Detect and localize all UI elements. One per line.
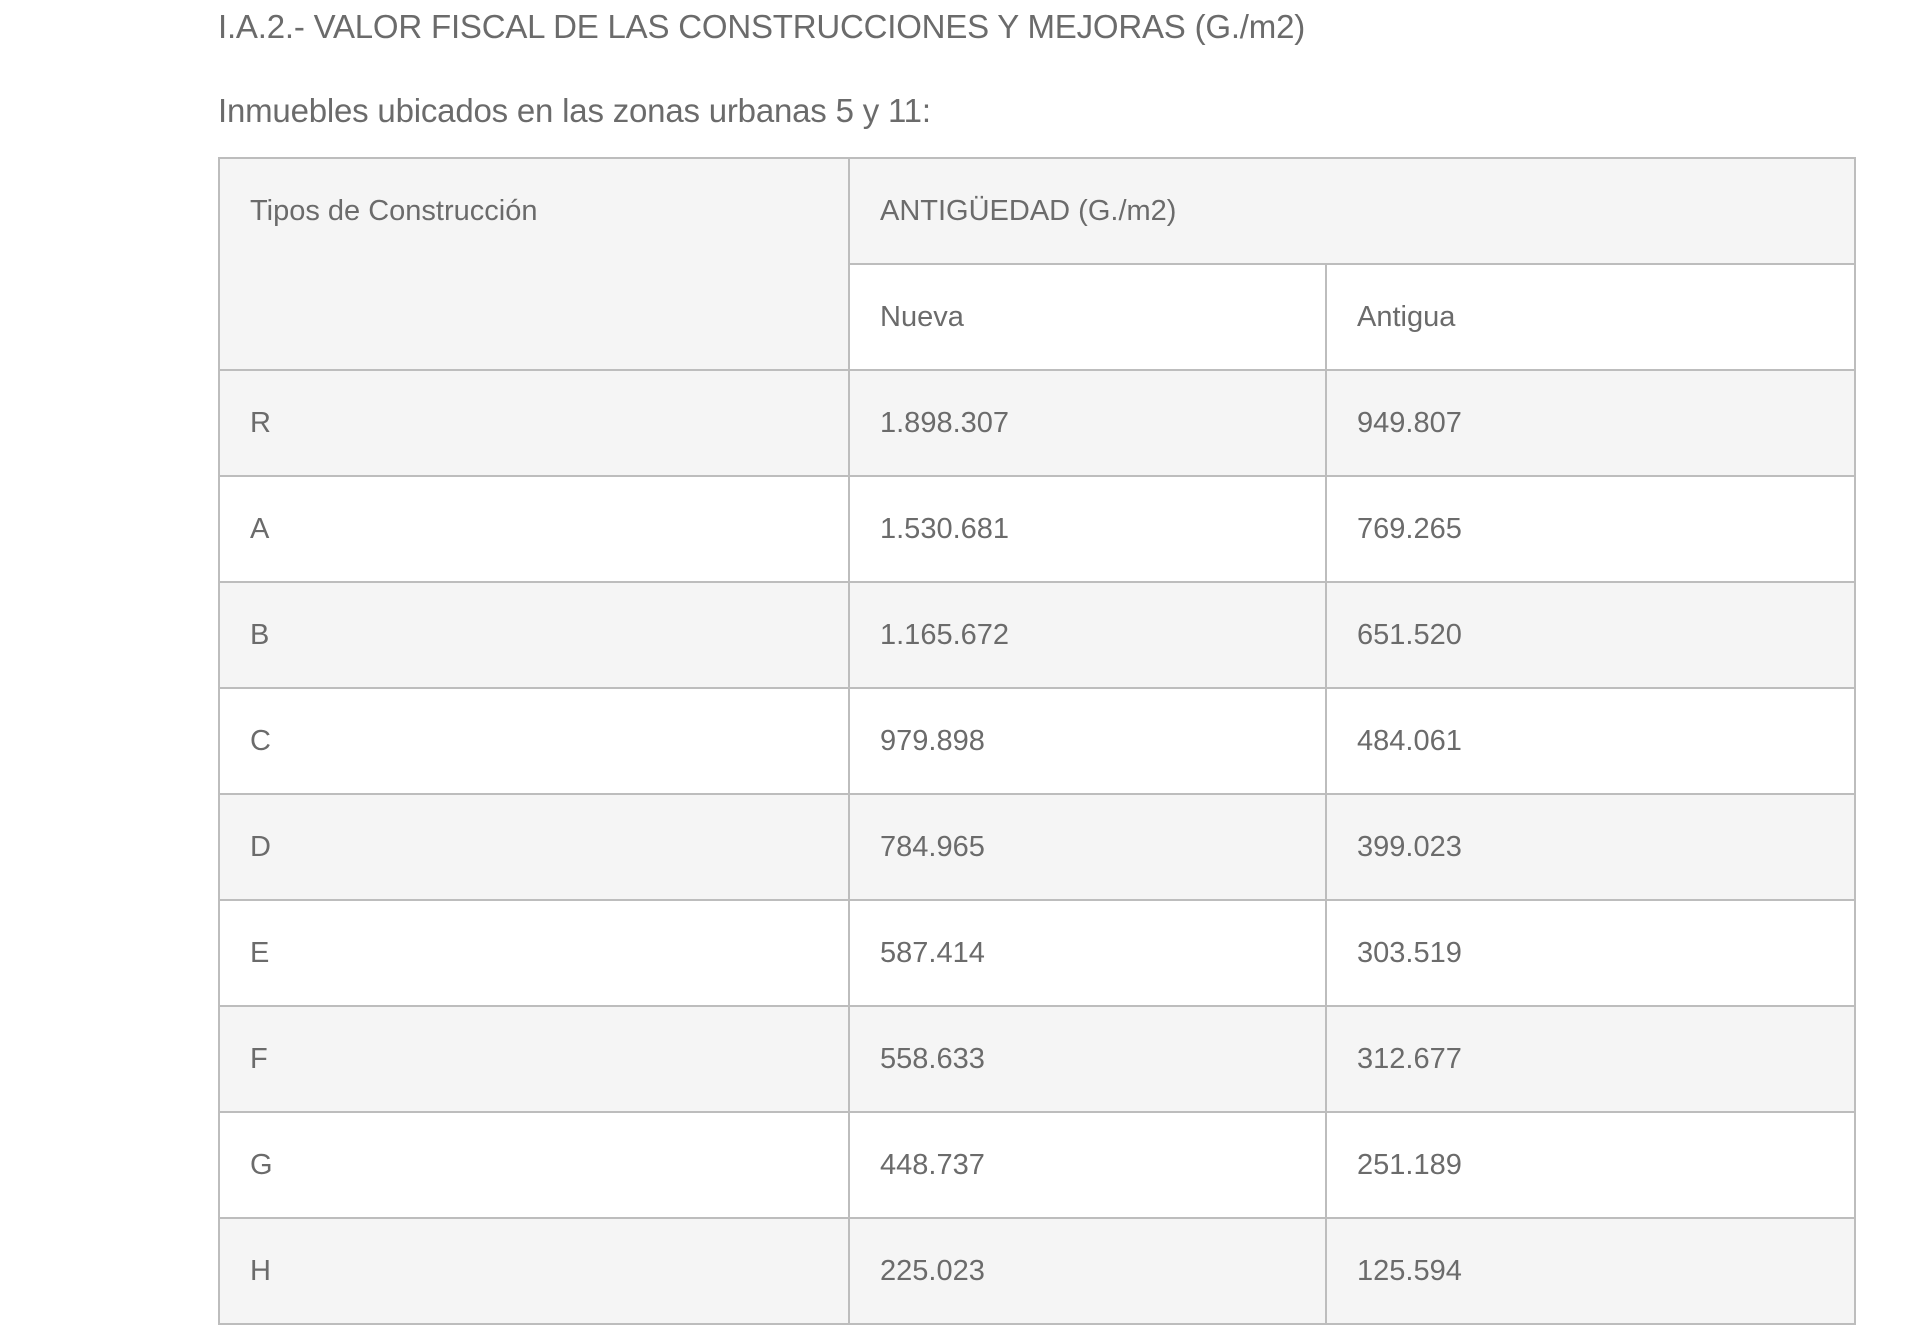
table-header [219, 158, 1855, 370]
cell-type: C [219, 688, 849, 794]
cell-type: F [219, 1006, 849, 1112]
cell-nueva: 587.414 [849, 900, 1326, 1006]
section-heading: I.A.2.- VALOR FISCAL DE LAS CONSTRUCCIONES Y MEJORAS (G./m2) [218, 8, 1306, 45]
cell-nueva: 1.530.681 [849, 476, 1326, 582]
cell-antigua: 769.265 [1326, 476, 1855, 582]
table-row [219, 1112, 1855, 1218]
table-row [219, 582, 1855, 688]
section-subheading: Inmuebles ubicados en las zonas urbanas 5 y 11: [218, 92, 931, 129]
cell-antigua: 251.189 [1326, 1112, 1855, 1218]
cell-nueva: 558.633 [849, 1006, 1326, 1112]
fiscal-value-table [218, 157, 1856, 1325]
cell-nueva: 225.023 [849, 1218, 1326, 1324]
cell-type: E [219, 900, 849, 1006]
cell-antigua: 651.520 [1326, 582, 1855, 688]
cell-nueva: 1.898.307 [849, 370, 1326, 476]
table-row [219, 1218, 1855, 1324]
header-antiguedad: ANTIGÜEDAD (G./m2) [849, 158, 1855, 264]
table-row [219, 794, 1855, 900]
cell-antigua: 125.594 [1326, 1218, 1855, 1324]
header-antigua: Antigua [1326, 264, 1855, 370]
cell-nueva: 1.165.672 [849, 582, 1326, 688]
table-body [219, 370, 1855, 1324]
cell-nueva: 448.737 [849, 1112, 1326, 1218]
cell-antigua: 303.519 [1326, 900, 1855, 1006]
cell-antigua: 484.061 [1326, 688, 1855, 794]
cell-nueva: 784.965 [849, 794, 1326, 900]
cell-antigua: 949.807 [1326, 370, 1855, 476]
document-content [218, 0, 1854, 1287]
table-row [219, 1006, 1855, 1112]
table-row [219, 900, 1855, 1006]
table-row [219, 476, 1855, 582]
header-type: Tipos de Construcción [219, 158, 849, 370]
table-row [219, 688, 1855, 794]
cell-type: H [219, 1218, 849, 1324]
cell-antigua: 399.023 [1326, 794, 1855, 900]
table-row [219, 370, 1855, 476]
cell-type: B [219, 582, 849, 688]
cell-nueva: 979.898 [849, 688, 1326, 794]
cell-antigua: 312.677 [1326, 1006, 1855, 1112]
header-row [219, 158, 1855, 264]
header-nueva: Nueva [849, 264, 1326, 370]
cell-type: G [219, 1112, 849, 1218]
cell-type: A [219, 476, 849, 582]
cell-type: R [219, 370, 849, 476]
cell-type: D [219, 794, 849, 900]
